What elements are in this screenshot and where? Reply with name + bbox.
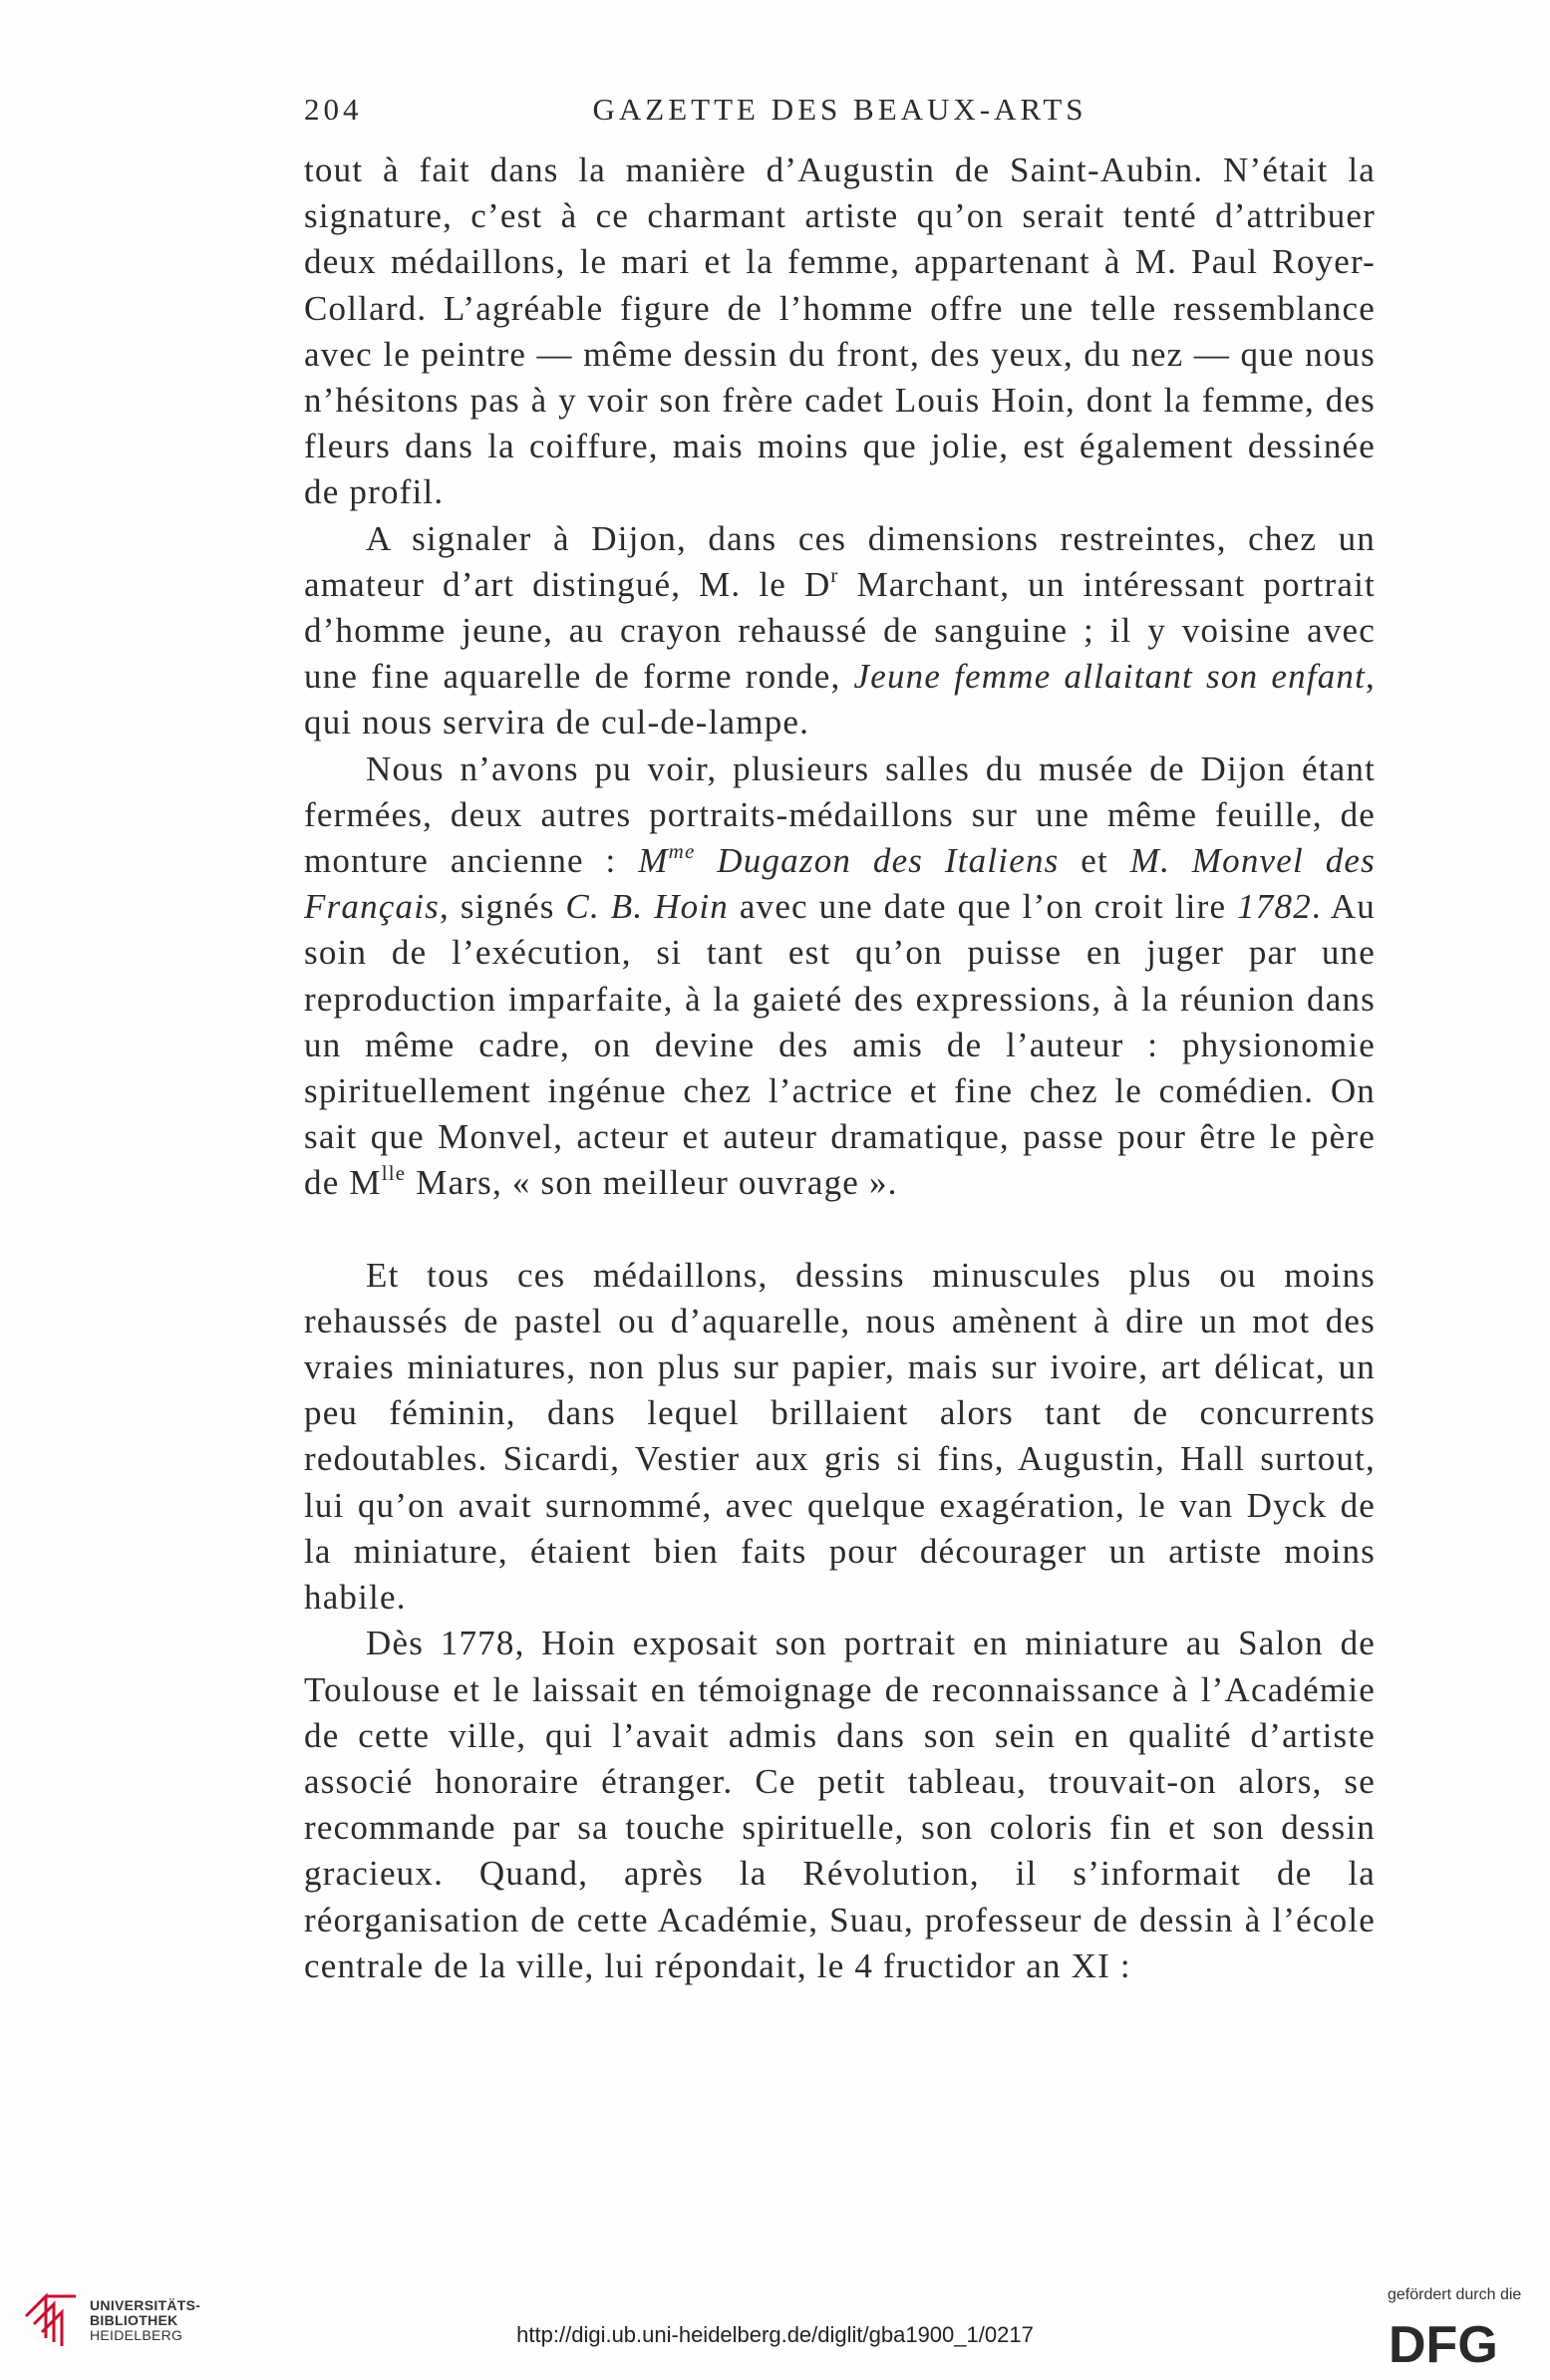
page-number: 204 [304, 92, 363, 127]
superscript: lle [381, 1161, 407, 1186]
library-name-line: UNIVERSITÄTS- [90, 2297, 201, 2313]
dfg-logo-text: DFG [1389, 2318, 1498, 2366]
text-run: M [638, 841, 669, 881]
text-run: , signés [439, 887, 566, 927]
library-name-line: HEIDELBERG [90, 2327, 183, 2343]
artwork-title [638, 841, 1059, 880]
dfg-logo-icon [1389, 2318, 1528, 2366]
superscript: r [830, 562, 839, 587]
text-run: Nous n’avons pu voir, plusieurs salles du musée de Dijon étant fermées, deux autres portraits-médaillons sur une même feuille, de monture ancienne : [304, 748, 1376, 881]
text-run: . Au soin de l’exécution, si tant est qu’on puisse en juger par une reproduction imparfaite, à la gaieté des expressions, à la réunion dans un même cadre, on devine des amis de l’auteur : physionomie spirituellement ingénue chez l’actrice et fine chez le comédien. On sait que Monvel, acteur et auteur dramatique, passe pour être le père de M [304, 887, 1376, 1203]
funded-by-label: gefördert durch die [1388, 2286, 1522, 2303]
text-run: , qui nous servira de cul-de-lampe. [304, 657, 1376, 743]
paragraph-1: tout à fait dans la manière d’Augustin de Saint-Aubin. N’était la signature, c’est à ce charmant artiste qu’on serait tenté d’attribuer deux médaillons, le mari et la femme, appartenant à M. Paul Royer-Collard. L’agréable figure de l’homme offre une telle ressemblance avec le peintre — même dessin du front, des yeux, du nez — que nous n’hésitons pas à y voir son frère cadet Louis Hoin, dont la femme, des fleurs dans la coiffure, mais moins que jolie, est également dessinée de profil. [304, 150, 1376, 512]
library-name-line: BIBLIOTHEK [90, 2312, 178, 2328]
paragraph-2 [304, 516, 1376, 746]
text-run: A signaler à Dijon, dans ces dimensions restreintes, chez un amateur d’art distingué, M. le D [304, 518, 1376, 604]
source-url-link[interactable]: http://digi.ub.uni-heidelberg.de/diglit/gba1900_1/0217 [516, 2322, 1034, 2347]
paragraph-5: Dès 1778, Hoin exposait son portrait en miniature au Salon de Toulouse et le laissait en témoignage de reconnaissance à l’Académie de cette ville, qui l’avait admis dans son sein en qualité d’artiste associé honoraire étranger. Ce petit tableau, trouvait-on alors, se recommande par sa touche spirituelle, son coloris fin et son dessin gracieux. Quand, après la Révolution, il s’informait de la réorganisation de cette Académie, Suau, professeur de dessin à l’école centrale de la ville, lui répondait, le 4 fructidor an XI : [304, 1624, 1376, 1985]
text-run: Dugazon des Italiens [695, 841, 1060, 881]
journal-title: GAZETTE DES BEAUX-ARTS [592, 92, 1087, 127]
text-run: et [1059, 841, 1130, 881]
article-body [304, 148, 1376, 1989]
signature-text: C. B. Hoin [565, 887, 729, 927]
text-run: Marchant, un intéressant portrait d’homme jeune, au crayon rehaussé de sanguine ; il y voisine avec une fine aquarelle de forme ronde, [304, 564, 1376, 697]
digitization-footer [0, 2260, 1550, 2380]
superscript: me [668, 839, 696, 864]
artwork-title: M. Monvel des Français [304, 841, 1376, 927]
text-run: avec une date que l’on croit lire [729, 887, 1238, 927]
paragraph-4: Et tous ces médaillons, dessins minuscules plus ou moins rehaussés de pastel ou d’aquarelle, nous amènent à dire un mot des vraies miniatures, non plus sur papier, mais sur ivoire, art délicat, un peu féminin, dans lequel brillaient alors tant de concurrents redoutables. Sicardi, Vestier aux gris si fins, Augustin, Hall surtout, lui qu’on avait surnommé, avec quelque exagération, le van Dyck de la miniature, étaient bien faits pour décourager un artiste moins habile. [304, 1255, 1376, 1618]
text-run: Mars, « son meilleur ouvrage ». [406, 1163, 898, 1203]
paragraph-3 [304, 746, 1376, 1207]
date-text: 1782 [1237, 887, 1312, 927]
artwork-title: Jeune femme allaitant son enfant [853, 657, 1367, 697]
running-header [304, 92, 1376, 136]
